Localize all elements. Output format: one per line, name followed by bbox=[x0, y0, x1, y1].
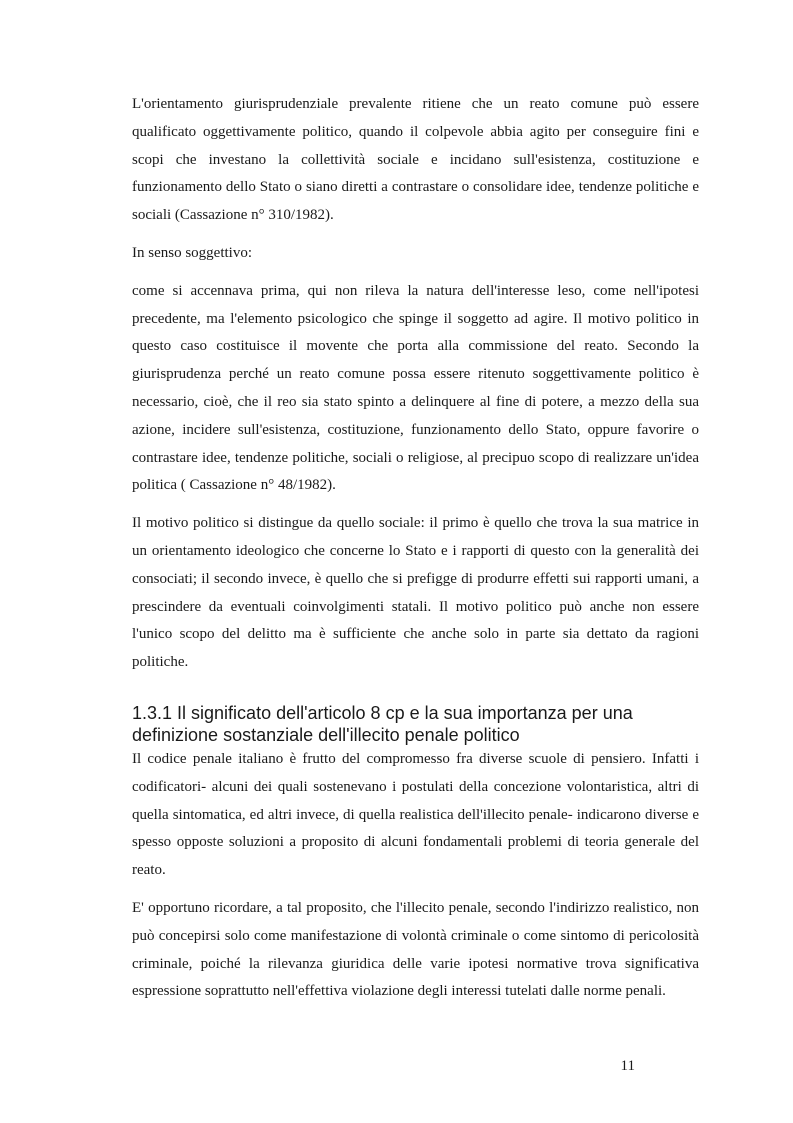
document-body bbox=[132, 91, 699, 1016]
paragraph-3: come si accennava prima, qui non rileva la natura dell'interesse leso, come nell'ipotesi precedente, ma l'elemento psicologico che spinge il soggetto ad agire. Il motivo politico in questo caso costituisce il movente che porta alla commissione del reato. Secondo la giurisprudenza perché un reato comune possa essere ritenuto soggettivamente politico è necessario, cioè, che il reo sia stato spinto a delinquere al fine di potere, a mezzo della sua azione, incidere sull'esistenza, costituzione, funzionamento dello Stato, oppure favorire o contrastare idee, tendenze politiche, sociali o religiose, al precipuo scopo di realizzare un'idea politica ( Cassazione n° 48/1982). bbox=[132, 282, 699, 494]
paragraph-4: Il motivo politico si distingue da quello sociale: il primo è quello che trova la sua matrice in un orientamento ideologico che concerne lo Stato e i rapporti di questo con la generalità dei consociati; il secondo invece, è quello che si prefigge di produrre effetti sui rapporti umani, a prescindere da eventuali coinvolgimenti statali. Il motivo politico può anche non essere l'unico scopo del delitto ma è sufficiente che anche solo in parte sia dettato da ragioni politiche. bbox=[132, 515, 699, 671]
paragraph-5: Il codice penale italiano è frutto del compromesso fra diverse scuole di pensiero. Infatti i codificatori- alcuni dei quali sostenevano i postulati della concezione volontaristica, altri di quella sintomatica, ed altri invece, di quella realistica dell'illecito penale- indicarono diverse e spesso opposte soluzioni a proposito di alcuni fondamentali problemi di teoria generale del reato. bbox=[132, 750, 699, 879]
paragraph-6: E' opportuno ricordare, a tal proposito, che l'illecito penale, secondo l'indirizzo realistico, non può concepirsi solo come manifestazione di volontà criminale o come sintomo di pericolosità criminale, poiché la rilevanza giuridica delle varie ipotesi normative trova significativa espressione soprattutto nell'effettiva violazione degli interessi tutelati dalle norme penali. bbox=[132, 899, 699, 1000]
section-heading: 1.3.1 Il significato dell'articolo 8 cp e la sua importanza per una definizione sostanziale dell'illecito penale politico bbox=[132, 702, 633, 745]
paragraph-2: In senso soggettivo: bbox=[132, 244, 252, 261]
paragraph-1: L'orientamento giurisprudenziale prevalente ritiene che un reato comune può essere qualificato oggettivamente politico, quando il colpevole abbia agito per conseguire fini e scopi che investano la collettività sociale e incidano sull'esistenza, costituzione e funzionamento dello Stato o siano diretti a contrastare o consolidare idee, tendenze politiche e sociali (Cassazione n° 310/1982). bbox=[132, 96, 699, 224]
page-number: 11 bbox=[620, 1058, 635, 1074]
